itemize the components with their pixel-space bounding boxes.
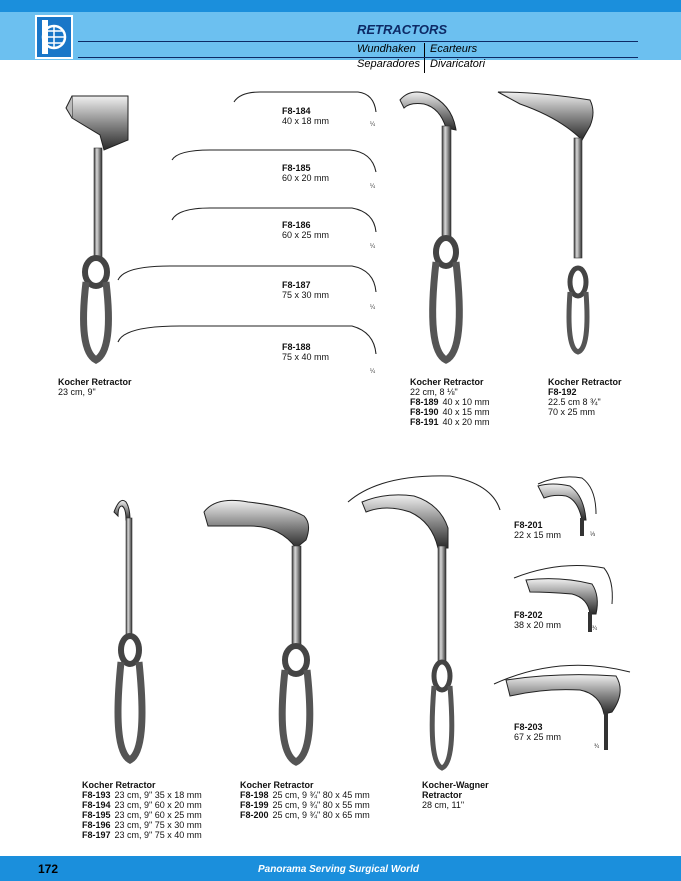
title-french: Ecarteurs <box>430 43 478 55</box>
title-italian: Divaricatori <box>430 58 486 70</box>
product-d-row: F8-193 23 cm, 9" 35 x 18 mm <box>82 790 202 800</box>
kocher-wagner-retractor-drawing <box>348 476 500 768</box>
profile-f8-188-scale: ¼ <box>370 369 376 375</box>
profile-f8-185-label: F8-185 60 x 20 mm <box>282 163 330 183</box>
product-d-row: F8-195 23 cm, 9" 60 x 25 mm <box>82 810 202 820</box>
product-d-row: F8-194 23 cm, 9" 60 x 20 mm <box>82 800 202 810</box>
page-title: RETRACTORS <box>357 22 448 37</box>
profile-f8-186-scale: ¼ <box>370 244 376 250</box>
product-c-caption <box>548 377 622 417</box>
product-e-name: Kocher Retractor <box>240 780 314 790</box>
profile-f8-184-label: F8-184 40 x 18 mm <box>282 106 330 126</box>
page-number: 172 <box>38 862 59 876</box>
product-b-row: F8-190 40 x 15 mm <box>410 407 490 417</box>
profile-f8-186-label: F8-186 60 x 25 mm <box>282 220 330 240</box>
product-a-length: 23 cm, 9" <box>58 387 96 397</box>
product-e-caption <box>240 780 370 820</box>
kocher-retractor-d-drawing <box>114 500 142 760</box>
product-a-name: Kocher Retractor <box>58 377 132 387</box>
product-f-name-line1: Kocher-Wagner <box>422 780 489 790</box>
profile-f8-185-scale: ¼ <box>370 184 376 190</box>
product-e-row: F8-200 25 cm, 9 ¾" 80 x 65 mm <box>240 810 370 820</box>
kocher-retractor-c-drawing <box>498 92 593 352</box>
product-a-caption <box>58 377 132 397</box>
product-b-row: F8-189 40 x 10 mm <box>410 397 490 407</box>
product-c-length: 22.5 cm 8 ¾" <box>548 397 601 407</box>
product-b-row: F8-191 40 x 20 mm <box>410 417 490 427</box>
product-f-caption <box>422 780 489 810</box>
title-spanish: Separadores <box>357 58 420 70</box>
blade-f8-202-label: F8-202 38 x 20 mm <box>514 610 562 630</box>
product-e-row: F8-198 25 cm, 9 ¾" 80 x 45 mm <box>240 790 370 800</box>
blade-profiles <box>118 92 376 354</box>
kocher-retractor-e-drawing <box>204 500 310 762</box>
product-d-name: Kocher Retractor <box>82 780 156 790</box>
profile-f8-187-label: F8-187 75 x 30 mm <box>282 280 330 300</box>
product-b-name: Kocher Retractor <box>410 377 484 387</box>
blade-f8-202-scale: ¾ <box>592 626 598 632</box>
product-f-name-line2: Retractor <box>422 790 463 800</box>
product-b-caption <box>410 377 490 427</box>
profile-f8-184-scale: ¼ <box>370 122 376 128</box>
product-d-row: F8-197 23 cm, 9" 75 x 40 mm <box>82 830 202 840</box>
profile-f8-188-label: F8-188 75 x 40 mm <box>282 342 330 362</box>
kocher-retractor-a-drawing <box>66 96 128 360</box>
title-german: Wundhaken <box>357 43 416 55</box>
blade-f8-201-label: F8-201 22 x 15 mm <box>514 520 562 540</box>
blade-f8-203-scale: ¾ <box>594 744 600 750</box>
profile-f8-187-scale: ¼ <box>370 305 376 311</box>
product-f-length: 28 cm, 11" <box>422 800 465 810</box>
product-d-caption <box>82 780 202 840</box>
product-d-row: F8-196 23 cm, 9" 75 x 30 mm <box>82 820 202 830</box>
blade-f8-201-scale: ⅓ <box>590 532 596 538</box>
product-c-name: Kocher Retractor <box>548 377 622 387</box>
kocher-retractor-b-drawing <box>400 92 459 360</box>
product-c-size: 70 x 25 mm <box>548 407 596 417</box>
product-c-code: F8-192 <box>548 387 577 397</box>
blade-f8-203-label: F8-203 67 x 25 mm <box>514 722 562 742</box>
product-b-length: 22 cm, 8 ⅛" <box>410 387 458 397</box>
footer-slogan: Panorama Serving Surgical World <box>258 864 419 875</box>
product-e-row: F8-199 25 cm, 9 ¾" 80 x 55 mm <box>240 800 370 810</box>
